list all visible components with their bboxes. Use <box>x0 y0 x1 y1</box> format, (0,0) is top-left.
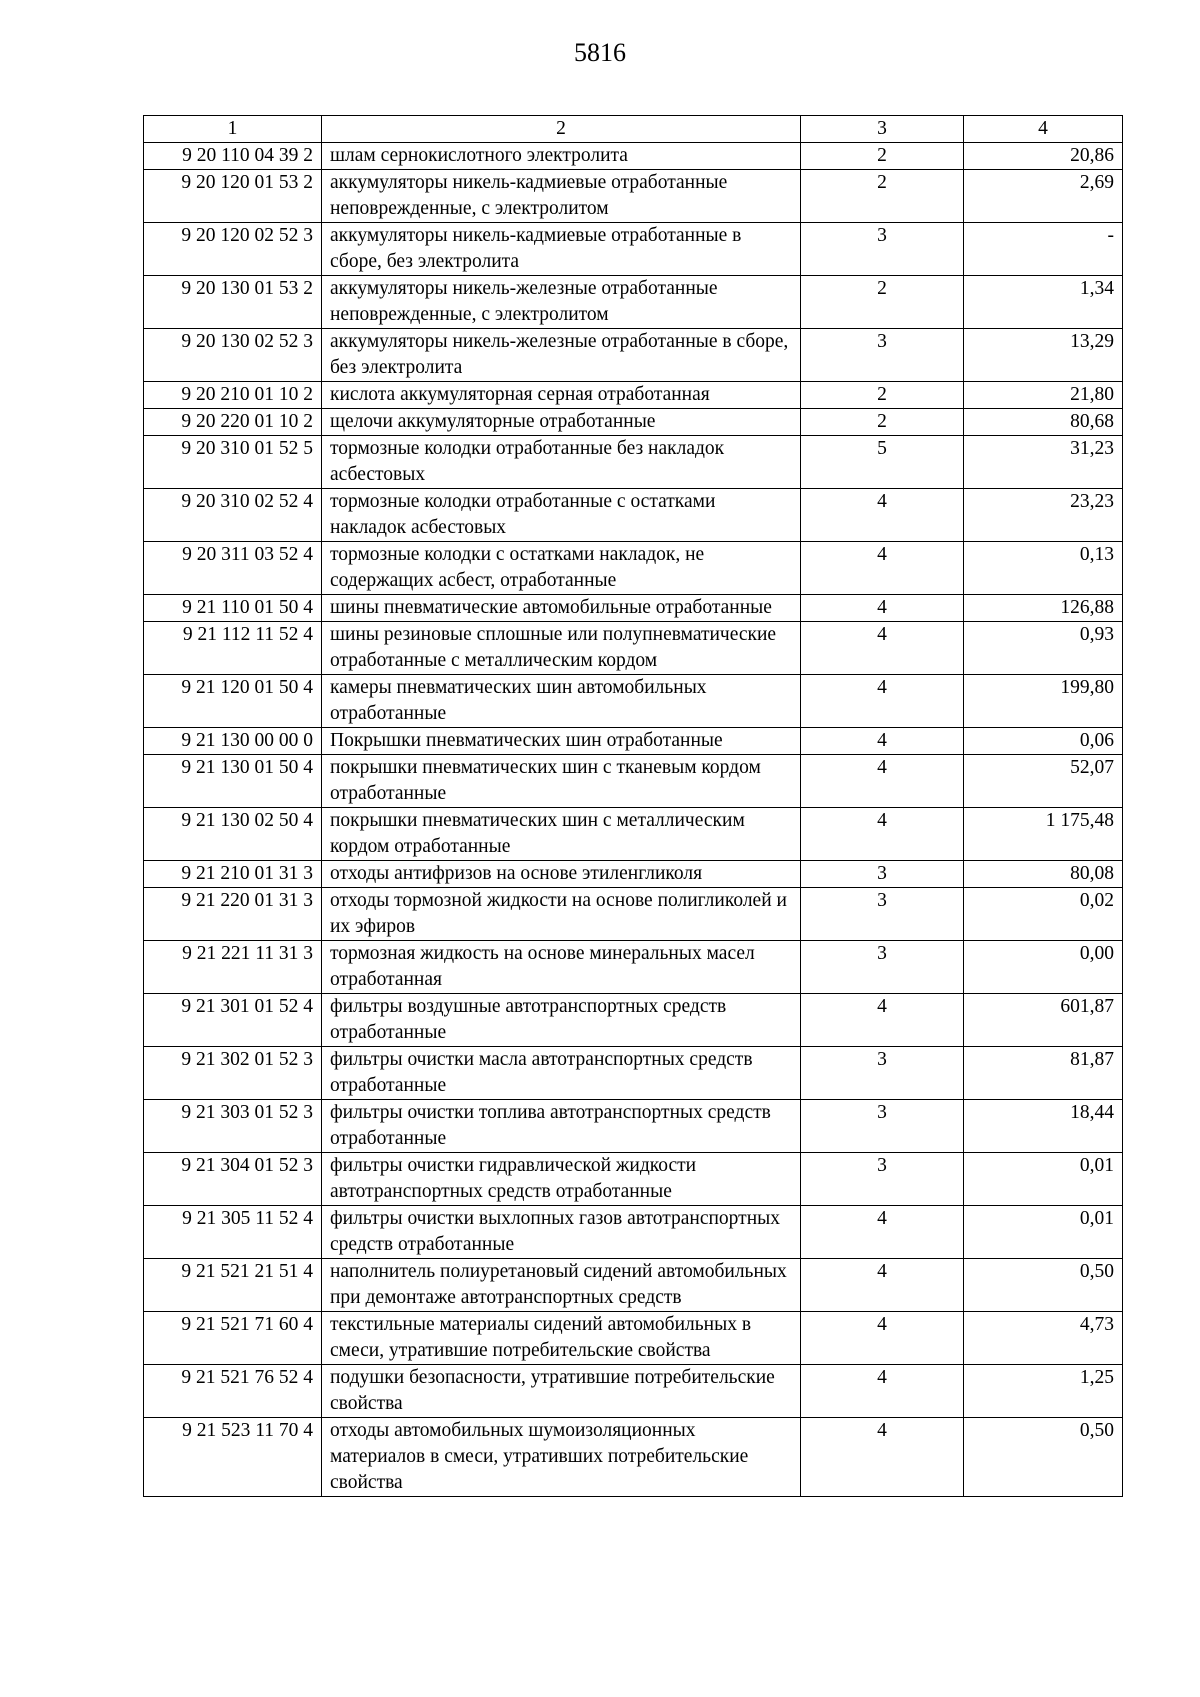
amount-cell: 18,44 <box>964 1100 1123 1153</box>
code-cell: 9 20 310 01 52 5 <box>144 436 322 489</box>
class-cell: 3 <box>801 1153 964 1206</box>
name-cell: фильтры очистки гидравлической жидкости автотранспортных средств отработанные <box>322 1153 801 1206</box>
code-cell: 9 20 311 03 52 4 <box>144 542 322 595</box>
name-cell: фильтры очистки масла автотранспортных средств отработанные <box>322 1047 801 1100</box>
class-cell: 3 <box>801 329 964 382</box>
class-cell: 4 <box>801 994 964 1047</box>
table-row <box>144 409 1123 436</box>
class-cell: 4 <box>801 728 964 755</box>
name-cell: щелочи аккумуляторные отработанные <box>322 409 801 436</box>
amount-cell: 0,01 <box>964 1206 1123 1259</box>
amount-cell: 21,80 <box>964 382 1123 409</box>
class-cell: 3 <box>801 941 964 994</box>
name-cell: кислота аккумуляторная серная отработанная <box>322 382 801 409</box>
amount-cell: 81,87 <box>964 1047 1123 1100</box>
name-cell: аккумуляторы никель-кадмиевые отработанные в сборе, без электролита <box>322 223 801 276</box>
name-cell: фильтры воздушные автотранспортных средств отработанные <box>322 994 801 1047</box>
code-cell: 9 20 220 01 10 2 <box>144 409 322 436</box>
class-cell: 3 <box>801 1100 964 1153</box>
name-cell: текстильные материалы сидений автомобильных в смеси, утратившие потребительские свойства <box>322 1312 801 1365</box>
name-cell: камеры пневматических шин автомобильных отработанные <box>322 675 801 728</box>
table-row <box>144 143 1123 170</box>
amount-cell: 23,23 <box>964 489 1123 542</box>
class-cell: 4 <box>801 489 964 542</box>
name-cell: покрышки пневматических шин с металлическим кордом отработанные <box>322 808 801 861</box>
code-cell: 9 21 130 00 00 0 <box>144 728 322 755</box>
table-row <box>144 861 1123 888</box>
table-row <box>144 170 1123 223</box>
name-cell: шины резиновые сплошные или полупневматические отработанные с металлическим кордом <box>322 622 801 675</box>
amount-cell: 31,23 <box>964 436 1123 489</box>
table-header-row <box>144 116 1123 143</box>
code-cell: 9 21 130 02 50 4 <box>144 808 322 861</box>
class-cell: 4 <box>801 675 964 728</box>
class-cell: 2 <box>801 276 964 329</box>
code-cell: 9 20 120 01 53 2 <box>144 170 322 223</box>
amount-cell: 0,02 <box>964 888 1123 941</box>
name-cell: шлам сернокислотного электролита <box>322 143 801 170</box>
code-cell: 9 21 304 01 52 3 <box>144 1153 322 1206</box>
name-cell: наполнитель полиуретановый сидений автомобильных при демонтаже автотранспортных средств <box>322 1259 801 1312</box>
amount-cell: 601,87 <box>964 994 1123 1047</box>
amount-cell: 1 175,48 <box>964 808 1123 861</box>
class-cell: 4 <box>801 1259 964 1312</box>
table-row <box>144 1365 1123 1418</box>
table-row <box>144 808 1123 861</box>
name-cell: покрышки пневматических шин с тканевым кордом отработанные <box>322 755 801 808</box>
class-cell: 4 <box>801 542 964 595</box>
column-header: 1 <box>144 116 322 143</box>
name-cell: отходы автомобильных шумоизоляционных материалов в смеси, утративших потребительские свойства <box>322 1418 801 1497</box>
table-row <box>144 675 1123 728</box>
class-cell: 4 <box>801 1418 964 1497</box>
class-cell: 4 <box>801 755 964 808</box>
amount-cell: 199,80 <box>964 675 1123 728</box>
column-header: 2 <box>322 116 801 143</box>
name-cell: отходы антифризов на основе этиленгликоля <box>322 861 801 888</box>
name-cell: тормозные колодки с остатками накладок, не содержащих асбест, отработанные <box>322 542 801 595</box>
code-cell: 9 21 301 01 52 4 <box>144 994 322 1047</box>
code-cell: 9 21 302 01 52 3 <box>144 1047 322 1100</box>
table-row <box>144 1047 1123 1100</box>
class-cell: 4 <box>801 1365 964 1418</box>
amount-cell: 0,06 <box>964 728 1123 755</box>
name-cell: фильтры очистки выхлопных газов автотранспортных средств отработанные <box>322 1206 801 1259</box>
table-row <box>144 941 1123 994</box>
table-row <box>144 595 1123 622</box>
amount-cell: 0,50 <box>964 1418 1123 1497</box>
class-cell: 5 <box>801 436 964 489</box>
table-row <box>144 542 1123 595</box>
class-cell: 3 <box>801 861 964 888</box>
table-row <box>144 1259 1123 1312</box>
table-row <box>144 1153 1123 1206</box>
table-row <box>144 223 1123 276</box>
amount-cell: 80,08 <box>964 861 1123 888</box>
code-cell: 9 20 210 01 10 2 <box>144 382 322 409</box>
code-cell: 9 21 303 01 52 3 <box>144 1100 322 1153</box>
name-cell: аккумуляторы никель-железные отработанные неповрежденные, с электролитом <box>322 276 801 329</box>
code-cell: 9 21 521 71 60 4 <box>144 1312 322 1365</box>
class-cell: 4 <box>801 1206 964 1259</box>
table-row <box>144 382 1123 409</box>
code-cell: 9 21 523 11 70 4 <box>144 1418 322 1497</box>
table-row <box>144 622 1123 675</box>
table-row <box>144 1100 1123 1153</box>
code-cell: 9 20 110 04 39 2 <box>144 143 322 170</box>
code-cell: 9 21 521 21 51 4 <box>144 1259 322 1312</box>
table-row <box>144 994 1123 1047</box>
class-cell: 4 <box>801 595 964 622</box>
amount-cell: 4,73 <box>964 1312 1123 1365</box>
amount-cell: 2,69 <box>964 170 1123 223</box>
table-row <box>144 755 1123 808</box>
code-cell: 9 21 210 01 31 3 <box>144 861 322 888</box>
name-cell: фильтры очистки топлива автотранспортных средств отработанные <box>322 1100 801 1153</box>
amount-cell: 20,86 <box>964 143 1123 170</box>
amount-cell: - <box>964 223 1123 276</box>
class-cell: 2 <box>801 382 964 409</box>
class-cell: 2 <box>801 143 964 170</box>
code-cell: 9 21 110 01 50 4 <box>144 595 322 622</box>
table-row <box>144 1206 1123 1259</box>
code-cell: 9 20 130 02 52 3 <box>144 329 322 382</box>
amount-cell: 0,01 <box>964 1153 1123 1206</box>
class-cell: 3 <box>801 888 964 941</box>
class-cell: 3 <box>801 1047 964 1100</box>
code-cell: 9 20 310 02 52 4 <box>144 489 322 542</box>
class-cell: 2 <box>801 170 964 223</box>
class-cell: 2 <box>801 409 964 436</box>
code-cell: 9 21 220 01 31 3 <box>144 888 322 941</box>
name-cell: тормозные колодки отработанные с остатками накладок асбестовых <box>322 489 801 542</box>
code-cell: 9 21 305 11 52 4 <box>144 1206 322 1259</box>
table-row <box>144 329 1123 382</box>
amount-cell: 126,88 <box>964 595 1123 622</box>
waste-table <box>143 115 1123 1497</box>
name-cell: аккумуляторы никель-кадмиевые отработанные неповрежденные, с электролитом <box>322 170 801 223</box>
code-cell: 9 21 130 01 50 4 <box>144 755 322 808</box>
amount-cell: 1,34 <box>964 276 1123 329</box>
code-cell: 9 21 521 76 52 4 <box>144 1365 322 1418</box>
table-row <box>144 1418 1123 1497</box>
amount-cell: 0,00 <box>964 941 1123 994</box>
class-cell: 3 <box>801 223 964 276</box>
name-cell: шины пневматические автомобильные отработанные <box>322 595 801 622</box>
table-row <box>144 1312 1123 1365</box>
name-cell: отходы тормозной жидкости на основе полигликолей и их эфиров <box>322 888 801 941</box>
name-cell: тормозная жидкость на основе минеральных масел отработанная <box>322 941 801 994</box>
amount-cell: 80,68 <box>964 409 1123 436</box>
table-row <box>144 728 1123 755</box>
class-cell: 4 <box>801 1312 964 1365</box>
code-cell: 9 21 112 11 52 4 <box>144 622 322 675</box>
code-cell: 9 20 130 01 53 2 <box>144 276 322 329</box>
amount-cell: 13,29 <box>964 329 1123 382</box>
page-number: 5816 <box>574 38 626 67</box>
name-cell: аккумуляторы никель-железные отработанные в сборе, без электролита <box>322 329 801 382</box>
table-row <box>144 888 1123 941</box>
name-cell: подушки безопасности, утратившие потребительские свойства <box>322 1365 801 1418</box>
amount-cell: 1,25 <box>964 1365 1123 1418</box>
column-header: 4 <box>964 116 1123 143</box>
column-header: 3 <box>801 116 964 143</box>
table-row <box>144 436 1123 489</box>
amount-cell: 0,50 <box>964 1259 1123 1312</box>
name-cell: тормозные колодки отработанные без накладок асбестовых <box>322 436 801 489</box>
amount-cell: 0,93 <box>964 622 1123 675</box>
class-cell: 4 <box>801 808 964 861</box>
code-cell: 9 21 221 11 31 3 <box>144 941 322 994</box>
amount-cell: 52,07 <box>964 755 1123 808</box>
table-row <box>144 489 1123 542</box>
class-cell: 4 <box>801 622 964 675</box>
amount-cell: 0,13 <box>964 542 1123 595</box>
code-cell: 9 21 120 01 50 4 <box>144 675 322 728</box>
table-row <box>144 276 1123 329</box>
name-cell: Покрышки пневматических шин отработанные <box>322 728 801 755</box>
code-cell: 9 20 120 02 52 3 <box>144 223 322 276</box>
